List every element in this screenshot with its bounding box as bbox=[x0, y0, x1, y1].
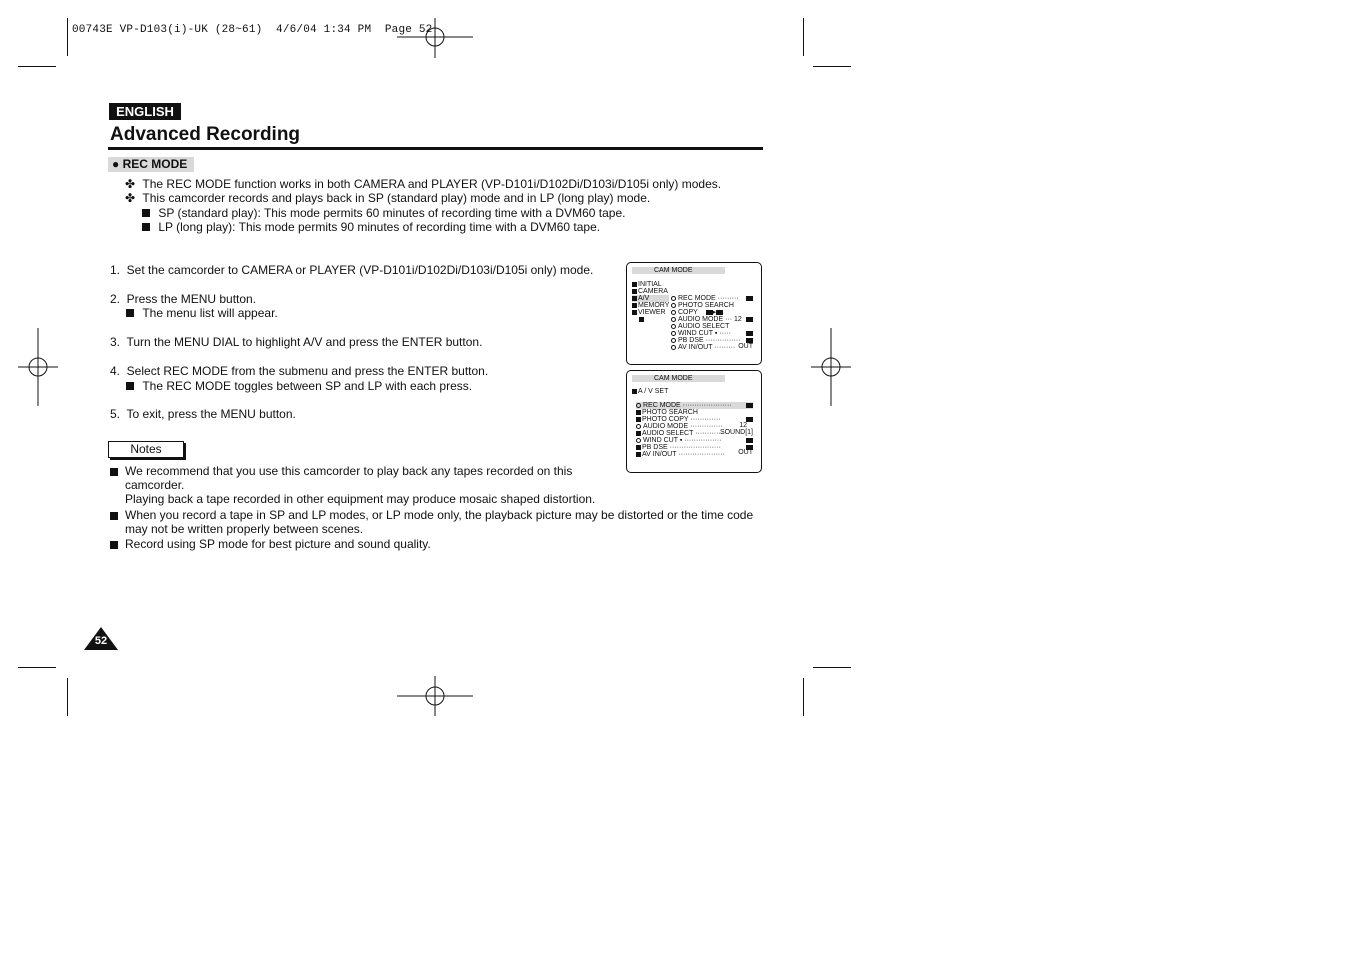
section-tag bbox=[108, 157, 194, 172]
registration-mark bbox=[18, 328, 58, 406]
sub-menu-item: REC MODE ········· bbox=[671, 295, 753, 302]
menu-icon bbox=[632, 289, 637, 294]
crop-mark bbox=[803, 678, 804, 716]
intro-sub-text: LP (long play): This mode permits 90 minutes of recording time with a DVM60 tape. bbox=[158, 220, 601, 234]
item-dot-icon bbox=[671, 296, 676, 301]
note-item bbox=[110, 508, 753, 536]
intro-text: The REC MODE function works in both CAMERA and PLAYER (VP-D101i/D102Di/D103i/D105i only) modes. bbox=[142, 177, 722, 191]
item-dot-icon bbox=[671, 303, 676, 308]
crop-mark bbox=[67, 678, 68, 716]
square-bullet-icon bbox=[142, 223, 150, 231]
intro-item bbox=[125, 191, 650, 205]
note-line: may not be written properly between scenes. bbox=[125, 522, 364, 536]
sub-menu-item: PHOTO COPY ············· bbox=[636, 416, 753, 423]
square-bullet-icon bbox=[110, 541, 118, 549]
registration-mark bbox=[397, 676, 473, 716]
section-label: REC MODE bbox=[122, 157, 188, 171]
screen-header: CAM MODE bbox=[632, 375, 725, 382]
step-1: 1. Set the camcorder to CAMERA or PLAYER (VP-D101i/D102Di/D103i/D105i only) mode. bbox=[110, 263, 594, 277]
sub-menu-item: PB DSE ··············· bbox=[671, 337, 753, 344]
intro-sub-item bbox=[142, 206, 625, 220]
note-line: When you record a tape in SP and LP modes, or LP mode only, the playback picture may be distorted or the time code bbox=[125, 508, 754, 522]
item-dot-icon bbox=[671, 331, 676, 336]
value-icon bbox=[746, 317, 753, 322]
menu-item: INITIAL bbox=[632, 281, 669, 288]
item-dot-icon bbox=[636, 424, 641, 429]
intro-sub-item bbox=[142, 220, 600, 234]
value-icon bbox=[746, 417, 753, 422]
item-icon bbox=[636, 445, 641, 450]
item-icon bbox=[636, 452, 641, 457]
sub-menu-item: WIND CUT ▪ ················ bbox=[636, 437, 753, 444]
value-icon bbox=[746, 331, 753, 336]
menu-item: MEMORY bbox=[632, 302, 669, 309]
sub-menu-item: PHOTO SEARCH bbox=[636, 409, 753, 416]
intro-bullet: ✤ bbox=[125, 191, 136, 205]
step-sub-text: The REC MODE toggles between SP and LP with each press. bbox=[142, 379, 473, 393]
screen-header: CAM MODE bbox=[632, 267, 725, 274]
step-4-sub bbox=[126, 379, 472, 393]
sub-menu-item: WIND CUT ▪ ····· bbox=[671, 330, 753, 337]
sub-menu-item: COPY ▸ bbox=[671, 309, 753, 316]
intro-text: This camcorder records and plays back in SP (standard play) mode and in LP (long play) mode. bbox=[142, 191, 651, 205]
menu-screen-2 bbox=[626, 370, 762, 473]
item-dot-icon bbox=[671, 317, 676, 322]
sub-menu-item: AUDIO MODE ·············· 12 bbox=[636, 423, 753, 430]
menu-item-selected: A/V bbox=[632, 295, 669, 302]
value-icon bbox=[746, 403, 753, 408]
sub-menu-item: AUDIO SELECT ············ SOUND[1] bbox=[636, 430, 753, 437]
sub-menu bbox=[671, 295, 753, 351]
notes-label: Notes bbox=[108, 441, 184, 458]
sub-menu-item: AV IN/OUT ········· OUT bbox=[671, 344, 753, 351]
item-icon bbox=[636, 431, 641, 436]
registration-mark bbox=[811, 328, 851, 406]
intro-sub-text: SP (standard play): This mode permits 60 minutes of recording time with a DVM60 tape. bbox=[158, 206, 626, 220]
menu-screen-1 bbox=[626, 262, 762, 365]
submenu-title: A / V SET bbox=[632, 388, 668, 395]
item-dot-icon bbox=[636, 438, 641, 443]
note-line: Record using SP mode for best picture and sound quality. bbox=[125, 537, 431, 551]
title-rule bbox=[108, 147, 763, 150]
note-item bbox=[110, 464, 595, 506]
print-header: 00743E VP-D103(i)-UK (28~61) 4/6/04 1:34 PM Page 52 bbox=[72, 24, 433, 36]
item-icon bbox=[636, 410, 641, 415]
section-bullet: ● bbox=[112, 157, 120, 171]
menu-item: VIEWER bbox=[632, 309, 669, 316]
crop-mark bbox=[18, 66, 56, 67]
menu-icon bbox=[632, 310, 637, 315]
note-line: We recommend that you use this camcorder to play back any tapes recorded on this bbox=[125, 464, 573, 478]
crop-mark bbox=[18, 667, 56, 668]
av-icon bbox=[632, 389, 637, 394]
step-4: 4. Select REC MODE from the submenu and press the ENTER button. bbox=[110, 364, 489, 378]
menu-icon bbox=[632, 296, 637, 301]
square-bullet-icon bbox=[110, 512, 118, 520]
square-bullet-icon bbox=[126, 382, 134, 390]
item-dot-icon bbox=[671, 345, 676, 350]
item-dot-icon bbox=[636, 403, 641, 408]
menu-icon bbox=[632, 303, 637, 308]
main-menu bbox=[632, 281, 669, 323]
value-icon bbox=[706, 310, 713, 315]
menu-icon bbox=[632, 282, 637, 287]
menu-item bbox=[632, 316, 669, 323]
step-2-sub bbox=[126, 306, 278, 320]
note-line: camcorder. bbox=[125, 478, 185, 492]
note-item bbox=[110, 537, 431, 551]
sub-menu-item-selected: REC MODE ····················· bbox=[636, 402, 753, 409]
square-bullet-icon bbox=[142, 209, 150, 217]
value-icon bbox=[746, 296, 753, 301]
sub-menu-item: AUDIO SELECT bbox=[671, 323, 753, 330]
crop-mark bbox=[813, 66, 851, 67]
item-dot-icon bbox=[671, 324, 676, 329]
value-icon bbox=[746, 438, 753, 443]
language-badge: ENGLISH bbox=[109, 103, 181, 120]
menu-icon bbox=[639, 317, 644, 322]
item-icon bbox=[636, 417, 641, 422]
step-sub-text: The menu list will appear. bbox=[142, 306, 278, 320]
sub-menu-item: PB DSE ······················ bbox=[636, 444, 753, 451]
sub-menu-item: AV IN/OUT ···················· OUT bbox=[636, 451, 753, 458]
note-line: Playing back a tape recorded in other equipment may produce mosaic shaped distortion. bbox=[125, 492, 596, 506]
crop-mark bbox=[67, 18, 68, 56]
square-bullet-icon bbox=[110, 468, 118, 476]
crop-mark bbox=[813, 667, 851, 668]
intro-item bbox=[125, 177, 721, 191]
menu-item: CAMERA bbox=[632, 288, 669, 295]
step-5: 5. To exit, press the MENU button. bbox=[110, 407, 296, 421]
crop-mark bbox=[803, 18, 804, 56]
item-dot-icon bbox=[671, 310, 676, 315]
sub-menu-item: PHOTO SEARCH bbox=[671, 302, 753, 309]
value-icon bbox=[716, 310, 723, 315]
page-number: 52 bbox=[94, 635, 108, 647]
step-3: 3. Turn the MENU DIAL to highlight A/V and press the ENTER button. bbox=[110, 335, 483, 349]
intro-bullet: ✤ bbox=[125, 177, 136, 191]
page-title: Advanced Recording bbox=[110, 124, 301, 145]
av-set-menu bbox=[636, 402, 753, 458]
square-bullet-icon bbox=[126, 309, 134, 317]
sub-menu-item: AUDIO MODE ··· 12 bbox=[671, 316, 753, 323]
step-2: 2. Press the MENU button. bbox=[110, 292, 257, 306]
item-dot-icon bbox=[671, 338, 676, 343]
